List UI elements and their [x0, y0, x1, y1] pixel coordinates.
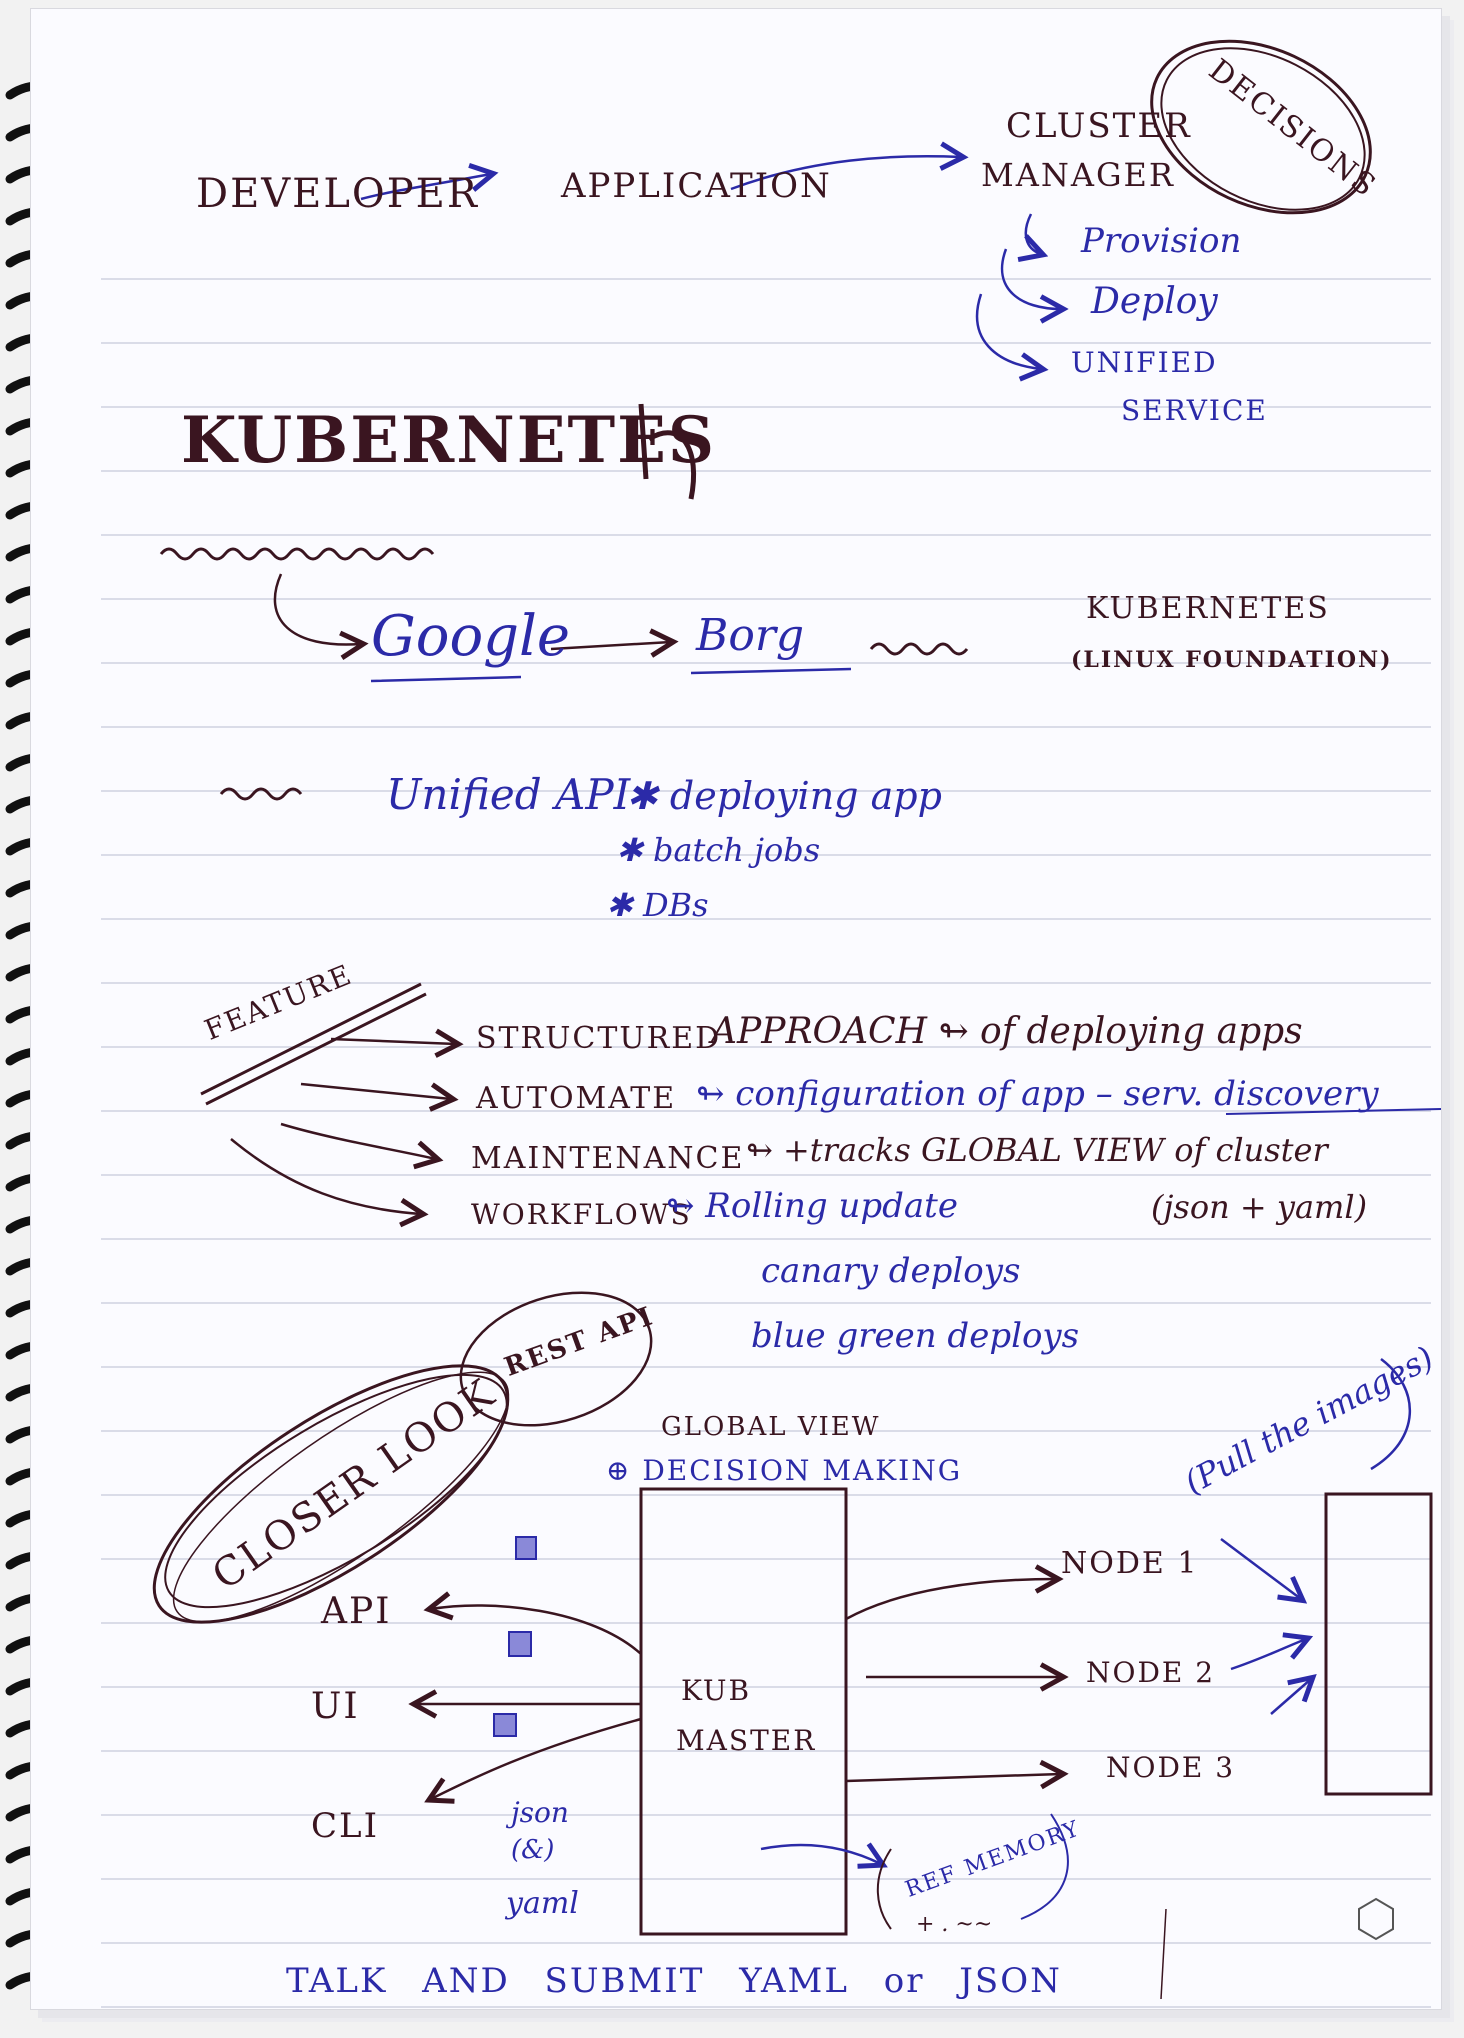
json-format: json — [511, 1796, 569, 1829]
kubernetes-title: KUBERNETES — [181, 403, 717, 478]
developer-label: DEVELOPER — [196, 171, 479, 217]
feature-workflows: WORKFLOWS — [471, 1198, 692, 1231]
blue-green-deploys: blue green deploys — [751, 1316, 1080, 1356]
cli-client: CLI — [311, 1806, 380, 1846]
deploy-label: Deploy — [1091, 281, 1218, 322]
unified-api-item-1: ✱ deploying app — [626, 774, 942, 818]
feature-maintenance-desc: ↬ +tracks GLOBAL VIEW of cluster — [746, 1131, 1328, 1169]
kub-label: KUB — [681, 1674, 752, 1707]
provision-label: Provision — [1081, 221, 1242, 261]
feature-maintenance: MAINTENANCE — [471, 1141, 745, 1176]
service-label: SERVICE — [1121, 394, 1268, 427]
application-label: APPLICATION — [561, 166, 832, 206]
canary-deploys: canary deploys — [761, 1251, 1021, 1291]
api-client: API — [321, 1591, 392, 1632]
decisions-label: DECISIONS — [1202, 52, 1384, 205]
notebook-page — [30, 8, 1442, 2010]
master-label: MASTER — [676, 1724, 817, 1757]
ref-memory-label: REF MEMORY — [902, 1816, 1084, 1903]
global-view-label: GLOBAL VIEW — [661, 1412, 881, 1442]
kubernetes-small-label: KUBERNETES — [1086, 591, 1330, 626]
footer-note: TALK AND SUBMIT YAML or JSON — [286, 1961, 1062, 2001]
ui-client: UI — [311, 1686, 360, 1727]
node-2: NODE 2 — [1086, 1656, 1216, 1689]
feature-structured: STRUCTURED — [476, 1021, 722, 1056]
manager-label: MANAGER — [981, 156, 1175, 194]
unified-api-label: Unified API — [386, 770, 631, 819]
ref-memory-trail: + . ~~ — [916, 1912, 993, 1937]
unified-api-item-3: ✱ DBs — [606, 886, 709, 924]
borg-label: Borg — [696, 610, 805, 661]
yaml-format: yaml — [506, 1886, 579, 1921]
node-3: NODE 3 — [1106, 1751, 1236, 1784]
feature-structured-desc: APPROACH ↬ of deploying apps — [711, 1011, 1303, 1052]
cluster-label: CLUSTER — [1006, 106, 1192, 146]
closer-look-label: CLOSER LOOK — [204, 1370, 504, 1600]
feature-automate-desc: ↬ configuration of app – serv. discovery — [696, 1074, 1379, 1114]
pull-images-label: (Pull the images) — [1178, 1338, 1440, 1502]
rest-api-label: REST API — [500, 1301, 658, 1383]
feature-label: FEATURE — [199, 957, 358, 1047]
node-1: NODE 1 — [1061, 1546, 1199, 1581]
format-note: (json + yaml) — [1151, 1188, 1368, 1226]
decision-making-label: ⊕ DECISION MAKING — [606, 1454, 963, 1487]
google-label: Google — [371, 604, 571, 669]
linux-foundation-label: (LINUX FOUNDATION) — [1071, 647, 1393, 673]
feature-workflows-desc: ↬ Rolling update — [666, 1186, 958, 1226]
and-symbol: (&) — [511, 1835, 555, 1865]
unified-label: UNIFIED — [1071, 346, 1218, 379]
unified-api-item-2: ✱ batch jobs — [616, 831, 821, 869]
feature-automate: AUTOMATE — [476, 1081, 677, 1116]
